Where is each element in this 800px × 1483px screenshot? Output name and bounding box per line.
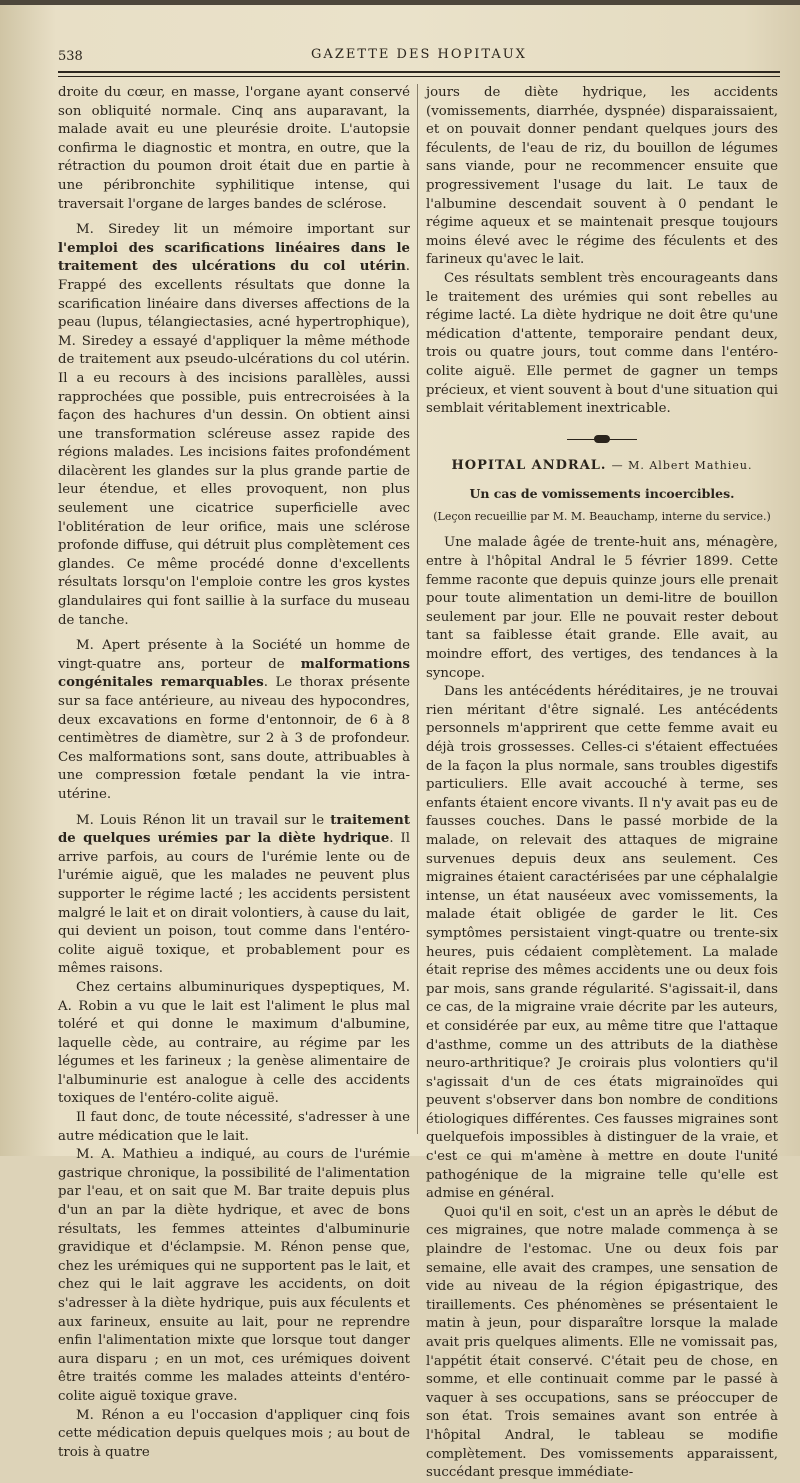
physician-name: — M. Albert Mathieu. [611,458,753,472]
paragraph: Dans les antécédents héréditaires, je ne trouvai rien méritant d'être signalé. Les antécédents personnels m'apprirent que cette femme avait eu déjà trois grossesses. Celles-ci s'étaient effectuées de la façon la plus normale, sans troubles digestifs particuliers. Elle avait accouché à terme, ses enfants étaient encore vivants. Il n'y avait pas eu de fausses couches. Dans le passé morbide de la malade, on relevait des attaques de migraine survenues depuis deux ans seulement. Ces migraines étaient caractérisées par une céphalalgie intense, un état nauséeux avec vomissements, la malade était obligée de garder le lit. Ces symptômes persistaient vingt-quatre ou trente-six heures, puis cédaient complètement. La malade était reprise des mêmes accidents une ou deux fois par mois, sans grande régularité. S'agissait-il, dans ce cas, de la migraine vraie décrite par les auteurs, et considérée par eux, au même titre que l'attaque d'asthme, comme un des attributs de la diathèse neuro-arthritique? Je croirais plus volontiers qu'il s'agissait d'un de ces états migrainoïdes qui peuvent s'observer dans bon nombre de conditions étiologiques différentes. Ces fausses migraines sont quelquefois impossibles à distinguer de la vraie, et c'est ce qui m'amène à mettre en doute l'unité pathogénique de la migraine telle qu'elle est admise en général. [426,684,778,1202]
paragraph: droite du cœur, en masse, l'organe ayant conservé son obliquité normale. Cinq ans auparavant, la malade avait eu une pleurésie droite. L'autopsie confirma le diagnostic et montra, en outre, que la rétraction du poumon droit était due en partie à une péribronchite syphilitique intense, qui traversait l'organe de larges bandes de sclérose. [58,85,410,212]
paragraph: Une malade âgée de trente-huit ans, ménagère, entre à l'hôpital Andral le 5 février 1899. Cette femme raconte que depuis quinze jours elle prenait pour toute alimentation un demi-litre de bouillon seulement par jour. Elle ne pouvait rester debout tant sa faiblesse était grande. Elle avait, au moindre effort, des vertiges, des tendances à la syncope. [426,535,778,681]
page-number: 538 [58,49,83,64]
paragraph: M. Apert présente à la Société un homme de vingt-quatre ans, porteur de malformations congénitales remarquables. Le thorax présente sur sa face antérieure, au niveau des hypocondres, deux excavations en forme d'entonnoir, de 6 à 8 centimètres de diamètre, sur 2 à 3 de profondeur. Ces malformations sont, sans doute, attribuables à une compression fœtale pendant la vie intra-utérine. [58,638,410,802]
left-column [58,84,410,1460]
section-separator-ornament [567,435,637,443]
column-divider [417,84,418,1134]
paragraph: Il faut donc, de toute nécessité, s'adresser à une autre médication que le lait. [58,1110,410,1144]
paragraph: M. A. Mathieu a indiqué, au cours de l'urémie gastrique chronique, la possibilité de l'alimentation par l'eau, et on sait que M. Bar traite depuis plus d'un an par la diète hydrique, et avec de bons résultats, les femmes atteintes d'albuminurie gravidique et d'éclampsie. M. Rénon pense que, chez les urémiques qui ne supportent pas le lait, et chez qui le lait aggrave les accidents, on doit s'adresser à la diète hydrique, puis aux féculents et aux farineux, ensuite au lait, pour ne reprendre enfin l'alimentation mixte que lorsque tout danger aura disparu ; en un mot, ces urémiques doivent être traités comme les malades atteints d'entéro-colite aiguë toxique grave. [58,1147,410,1404]
hospital-name: HOPITAL ANDRAL. [451,457,607,473]
right-column [426,84,778,1481]
section-heading [426,457,778,476]
journal-title: GAZETTE DES HOPITAUX [311,47,527,62]
lecture-credit: (Leçon recueillie par M. M. Beauchamp, interne du service.) [433,509,771,523]
bold-topic: malformations congénitales remarquables [58,656,410,691]
paragraph: M. Siredey lit un mémoire important sur l'emploi des scarifications linéaires dans le traitement des ulcérations du col utérin. Frappé des excellents résultats que donne la scarification linéaire dans diverses affections de la peau (lupus, télangiectasies, acné hypertrophique), M. Siredey a essayé d'appliquer la même méthode de traitement aux pseudo-ulcérations du col utérin. Il a eu recours à des incisions parallèles, aussi rapprochées que possible, puis entrecroisées à la façon des hachures d'un dessin. On obtient ainsi une transformation scléreuse assez rapide des régions malades. Les incisions faites profondément dilacèrent les glandes sur la plus grande partie de leur étendue, et elles provoquent, non plus seulement une cicatrice superficielle avec l'oblitération de leur orifice, mais une sclérose profonde diffuse, qui détruit plus complètement ces glandes. Ce même procédé donne d'excellents résultats lorsqu'on l'emploie contre les gros kystes glandulaires qui font saillie à la surface du museau de tanche. [58,222,410,628]
paragraph: jours de diète hydrique, les accidents (vomissements, diarrhée, dyspnée) disparaissaient, et on pouvait donner pendant quelques jours des féculents, de l'eau de riz, du bouillon de légumes sans viande, pour ne recommencer ensuite que progressivement l'usage du lait. Le taux de l'albumine descendait souvent à 0 pendant le régime aqueux et se maintenait presque toujours moins élevé avec le régime des féculents et des farineux qu'avec le lait. [426,85,778,268]
paragraph: M. Rénon a eu l'occasion d'appliquer cinq fois cette médication depuis quelques mois ; au bout de trois à quatre [58,1407,410,1460]
paragraph: Ces résultats semblent très encourageants dans le traitement des urémies qui sont rebelles au régime lacté. La diète hydrique ne doit être qu'une médication d'attente, temporaire pendant deux, trois ou quatre jours, tout comme dans l'entéro-colite aiguë. Elle permet de gagner un temps précieux, et vient souvent à bout d'une situation qui semblait véritablement inextricable. [426,270,778,417]
paragraph: Quoi qu'il en soit, c'est un an après le début de ces migraines, que notre malade commença à se plaindre de l'estomac. Une ou deux fois par semaine, elle avait des crampes, une sensation de vide au niveau de la région épigastrique, des tiraillements. Ces phénomènes se présentaient le matin à jeun, pour disparaître lorsque la malade avait pris quelques aliments. Elle ne vomissait pas, l'appétit était conservé. C'était peu de chose, en somme, et elle continuait comme par le passé à vaquer à ses occupations, sans se préoccuper de son état. Trois semaines avant son entrée à l'hôpital Andral, le tableau se modifie complètement. Des vomissements apparaissent, succédant presque immédiate- [426,1204,778,1481]
bold-topic: traitement de quelques urémies par la diète hydrique [58,812,410,847]
paragraph: M. Louis Rénon lit un travail sur le traitement de quelques urémies par la diète hydrique. Il arrive parfois, au cours de l'urémie lente ou de l'urémie aiguë, que les malades ne peuvent plus supporter le régime lacté ; les accidents persistent malgré le lait et on dirait volontiers, à cause du lait, qui devient un poison, tout comme dans l'entéro-colite aiguë toxique, et probablement pour es mêmes raisons. [58,812,410,977]
header-rule-thin [58,76,780,77]
bold-topic: l'emploi des scarifications linéaires dans le traitement des ulcérations du col utérin [58,240,410,275]
paragraph: Chez certains albuminuriques dyspeptiques, M. A. Robin a vu que le lait est l'aliment le plus mal toléré et qui donne le maximum d'albumine, laquelle cède, au contraire, au régime par les légumes et les farineux ; la genèse alimentaire de l'albuminurie est analogue à celle des accidents toxiques de l'entéro-colite aiguë. [58,979,410,1107]
page-top-edge [0,0,800,5]
case-title: Un cas de vomissements incoercibles. [469,486,735,502]
header-rule-thick [58,71,780,73]
page-header [58,44,780,64]
